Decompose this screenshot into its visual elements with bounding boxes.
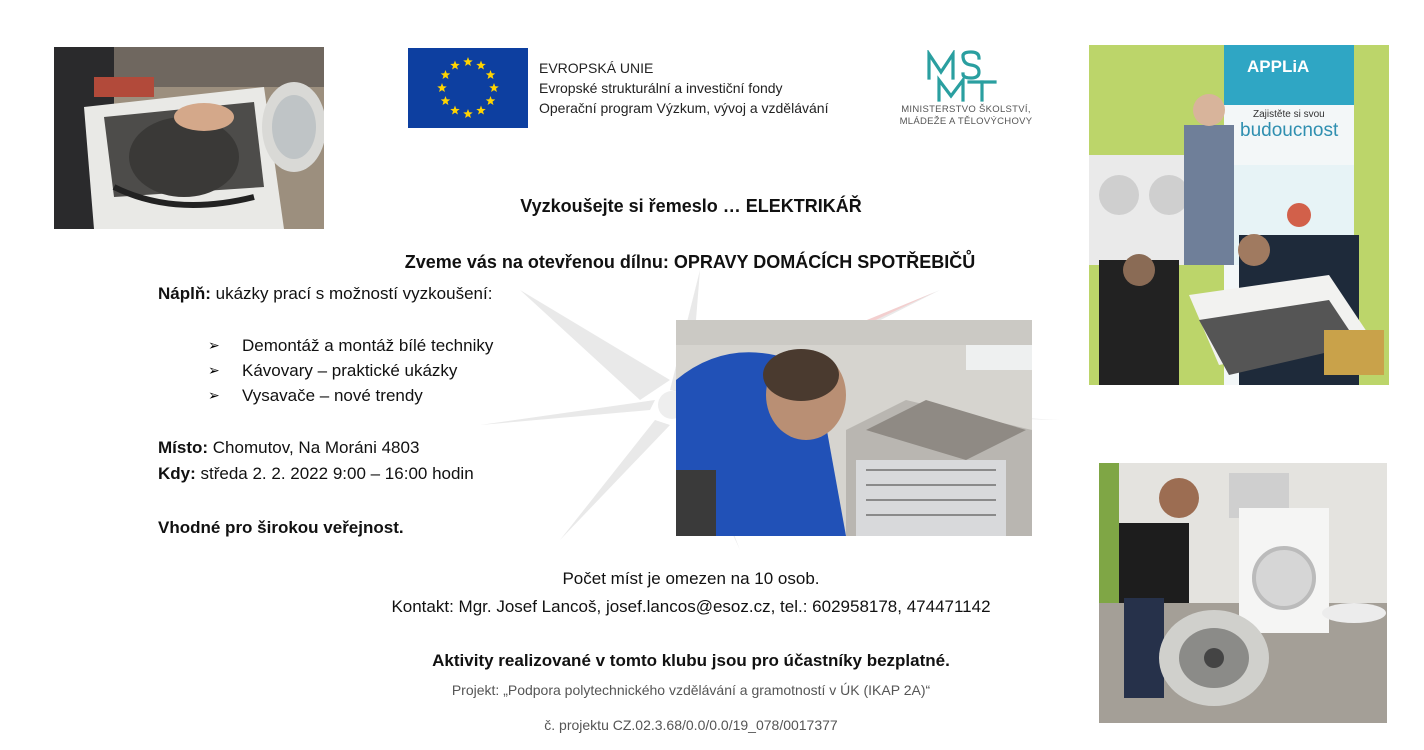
kdy-value: středa 2. 2. 2022 9:00 – 16:00 hodin — [195, 464, 474, 483]
msmt-logo-icon — [925, 50, 1005, 102]
list-item — [208, 333, 493, 358]
eu-stars-icon — [408, 48, 528, 128]
project-name: Projekt: „Podpora polytechnického vzdělávání a gramotností v ÚK (IKAP 2A)“ — [451, 682, 931, 698]
contact-line: Kontakt: Mgr. Josef Lancoš, josef.lancos@esoz.cz, tel.: 602958178, 474471142 — [391, 597, 991, 616]
page-title: Vyzkoušejte si řemeslo … ELEKTRIKÁŘ — [520, 196, 862, 216]
bullet-text: Kávovary – praktické ukázky — [242, 361, 458, 380]
audience-note: Vhodné pro širokou veřejnost. — [158, 518, 404, 537]
kdy-line — [158, 462, 474, 486]
eu-line-1: EVROPSKÁ UNIE — [539, 60, 654, 76]
capacity-note: Počet míst je omezen na 10 osob. — [562, 569, 820, 588]
naplne-label: Náplň: — [158, 284, 211, 303]
misto-label: Místo: — [158, 438, 209, 457]
kdy-label: Kdy: — [158, 464, 196, 483]
eu-star — [489, 83, 499, 92]
naplne-value: ukázky prací s možností vyzkoušení: — [210, 284, 493, 303]
eu-star — [476, 60, 486, 69]
arrow-bullet-icon: ➢ — [208, 387, 220, 403]
list-item — [208, 358, 493, 383]
photo-dishwasher-repair — [676, 320, 1032, 536]
project-number: č. projektu CZ.02.3.68/0.0/0.0/19_078/0017377 — [544, 717, 838, 733]
arrow-bullet-icon: ➢ — [208, 362, 220, 378]
eu-star — [463, 109, 473, 118]
eu-star — [450, 106, 460, 115]
eu-line-3: Operační program Výzkum, vývoj a vzdělávání — [539, 100, 829, 116]
photo-washing-machine-drum — [1099, 463, 1387, 723]
eu-star — [450, 60, 460, 69]
eu-flag — [408, 48, 528, 128]
eu-star — [437, 83, 447, 92]
banner-tagline: Zajistěte si svou — [1253, 109, 1325, 120]
bullet-text: Vysavače – nové trendy — [242, 386, 423, 405]
misto-line — [158, 436, 419, 460]
bullet-text: Demontáž a montáž bílé techniky — [242, 336, 494, 355]
msmt-logo-text — [882, 104, 1050, 128]
msmt-line-1: MINISTERSTVO ŠKOLSTVÍ, — [901, 104, 1031, 115]
naplne-line — [158, 282, 492, 306]
free-activities-note: Aktivity realizované v tomto klubu jsou pro účastníky bezplatné. — [432, 651, 950, 670]
eu-star — [441, 70, 451, 79]
misto-value: Chomutov, Na Moráni 4803 — [208, 438, 420, 457]
msmt-line-2: MLÁDEŽE A TĚLOVÝCHOVY — [899, 116, 1033, 127]
eu-star — [476, 106, 486, 115]
arrow-bullet-icon: ➢ — [208, 337, 220, 353]
list-item — [208, 383, 493, 408]
eu-line-2: Evropské strukturální a investiční fondy — [539, 80, 783, 96]
eu-star — [486, 96, 496, 105]
bullet-list — [208, 333, 493, 408]
banner-headline: budoucnost — [1240, 120, 1339, 141]
eu-star — [463, 57, 473, 66]
eu-star — [486, 70, 496, 79]
eu-logo-text — [539, 58, 828, 118]
page-subtitle: Zveme vás na otevřenou dílnu: OPRAVY DOMÁCÍCH SPOTŘEBIČŮ — [404, 252, 976, 272]
photo-applia-banner-workshop — [1089, 45, 1389, 385]
photo-washing-machine-repair — [54, 47, 324, 229]
banner-brand: APPLiA — [1247, 57, 1310, 76]
eu-star — [441, 96, 451, 105]
